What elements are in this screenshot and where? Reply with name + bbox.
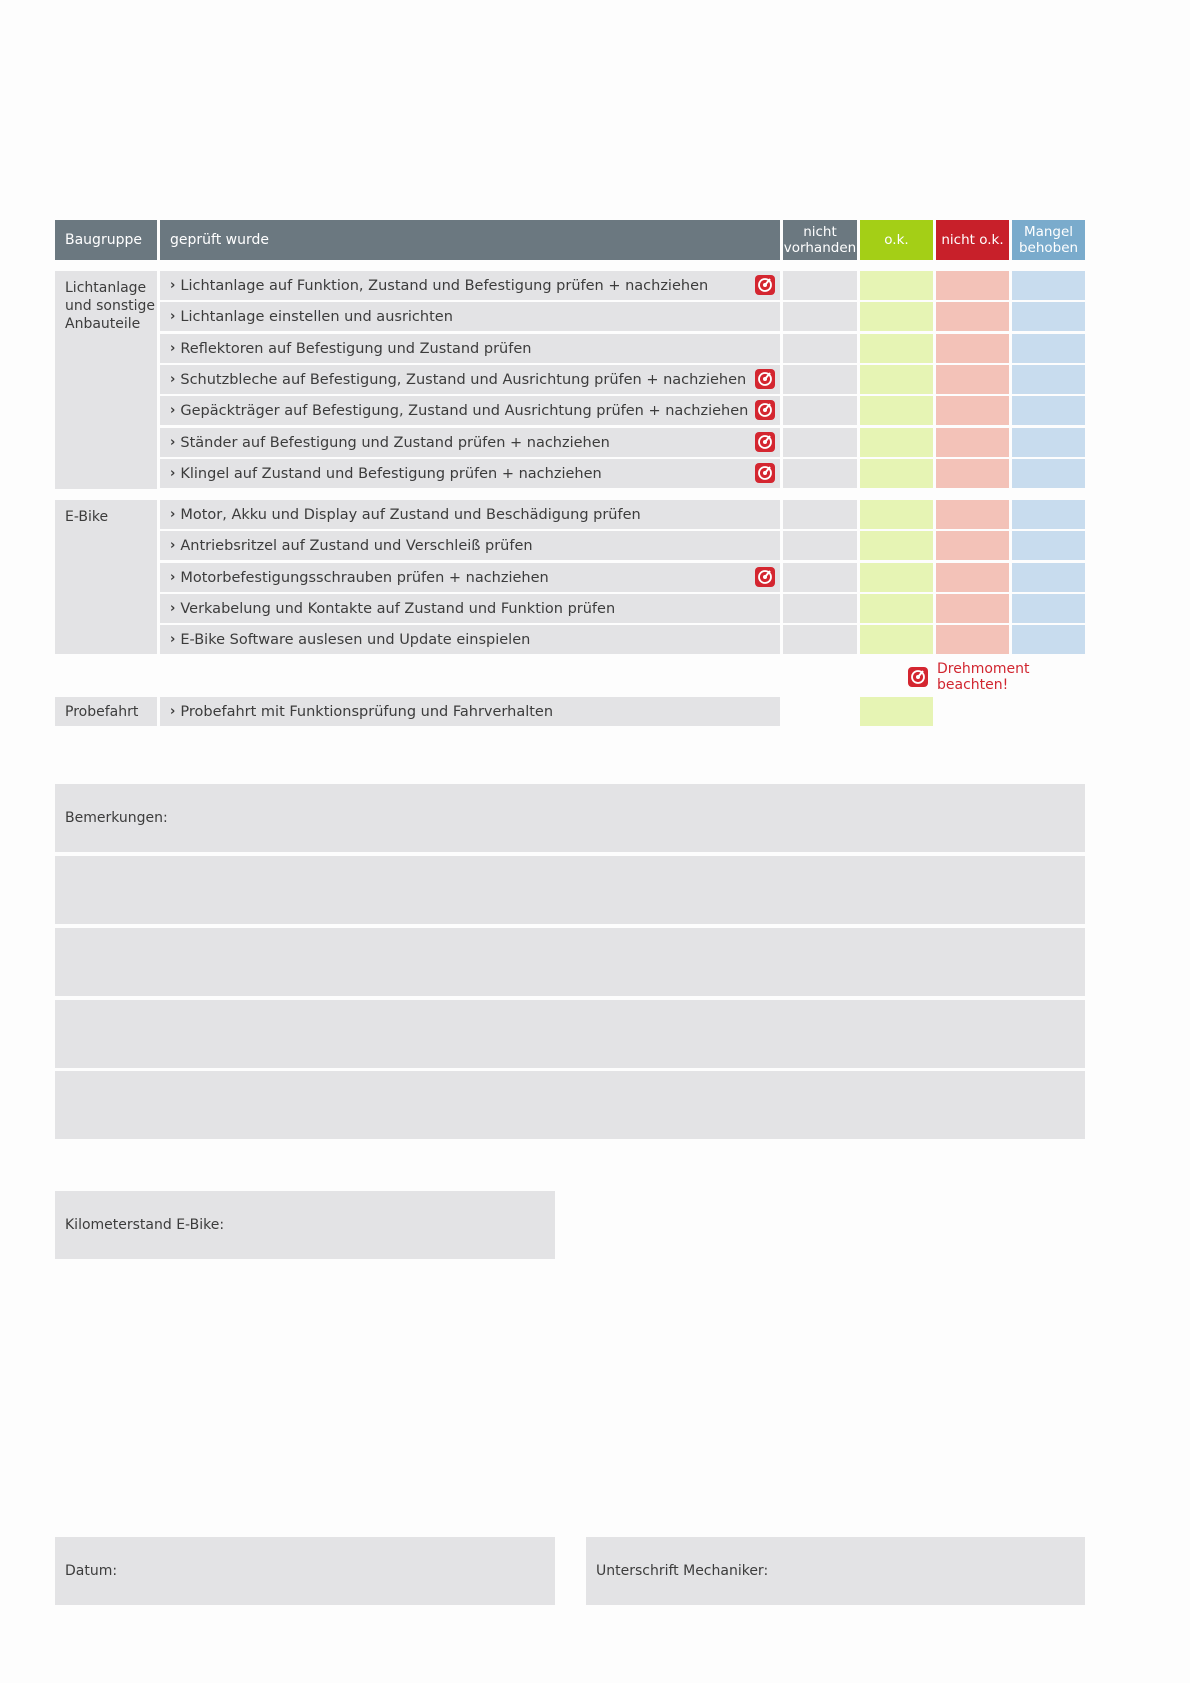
lighting-ok-cell[interactable]: [860, 334, 933, 363]
lighting-fixed-cell[interactable]: [1012, 334, 1085, 363]
chevron-right-icon: ›: [170, 403, 176, 418]
lighting-item: [160, 302, 780, 331]
lighting-fixed-cell[interactable]: [1012, 459, 1085, 488]
lighting-not-ok-cell[interactable]: [936, 396, 1009, 425]
chevron-right-icon: ›: [170, 466, 176, 481]
torque-wrench-icon: [755, 400, 775, 420]
ebike-not-present-cell[interactable]: [783, 531, 857, 560]
item-text: Lichtanlage auf Funktion, Zustand und Befestigung prüfen + nachziehen: [180, 277, 709, 294]
group-ebike-label: E-Bike: [55, 500, 157, 654]
remarks-field[interactable]: Bemerkungen:: [55, 784, 1085, 852]
ebike-item: [160, 594, 780, 623]
ebike-not-ok-cell[interactable]: [936, 500, 1009, 529]
lighting-ok-cell[interactable]: [860, 396, 933, 425]
lighting-ok-cell[interactable]: [860, 428, 933, 457]
lighting-ok-cell[interactable]: [860, 302, 933, 331]
chevron-right-icon: ›: [170, 309, 176, 324]
lighting-item: [160, 334, 780, 363]
ebike-not-present-cell[interactable]: [783, 625, 857, 654]
lighting-not-present-cell[interactable]: [783, 334, 857, 363]
ebike-fixed-cell[interactable]: [1012, 500, 1085, 529]
item-text: E-Bike Software auslesen und Update einspielen: [180, 631, 531, 648]
lighting-item: [160, 396, 780, 425]
lighting-not-present-cell[interactable]: [783, 396, 857, 425]
ebike-item: [160, 500, 780, 529]
lighting-ok-cell[interactable]: [860, 459, 933, 488]
torque-note: Drehmoment beachten!: [908, 664, 1088, 690]
header-checked: geprüft wurde: [160, 220, 780, 260]
chevron-right-icon: ›: [170, 372, 176, 387]
chevron-right-icon: ›: [170, 435, 176, 450]
chevron-right-icon: ›: [170, 704, 176, 719]
ebike-item: [160, 625, 780, 654]
testride-ok-cell[interactable]: [860, 697, 933, 726]
chevron-right-icon: ›: [170, 507, 176, 522]
ebike-fixed-cell[interactable]: [1012, 594, 1085, 623]
lighting-not-ok-cell[interactable]: [936, 302, 1009, 331]
item-text: Gepäckträger auf Befestigung, Zustand und Ausrichtung prüfen + nachziehen: [180, 402, 749, 419]
lighting-fixed-cell[interactable]: [1012, 271, 1085, 300]
header-group: Baugruppe: [55, 220, 157, 260]
item-text: Klingel auf Zustand und Befestigung prüfen + nachziehen: [180, 465, 602, 482]
ebike-not-present-cell[interactable]: [783, 563, 857, 592]
remarks-line-2[interactable]: [55, 856, 1085, 924]
lighting-not-ok-cell[interactable]: [936, 365, 1009, 394]
torque-wrench-icon: [755, 463, 775, 483]
ebike-ok-cell[interactable]: [860, 563, 933, 592]
lighting-fixed-cell[interactable]: [1012, 396, 1085, 425]
ebike-not-ok-cell[interactable]: [936, 625, 1009, 654]
ebike-ok-cell[interactable]: [860, 531, 933, 560]
remarks-line-5[interactable]: [55, 1071, 1085, 1139]
item-text: Reflektoren auf Befestigung und Zustand prüfen: [180, 340, 532, 357]
lighting-item: [160, 365, 780, 394]
item-text: Motorbefestigungsschrauben prüfen + nachziehen: [180, 569, 549, 586]
lighting-fixed-cell[interactable]: [1012, 302, 1085, 331]
item-text: Ständer auf Befestigung und Zustand prüfen + nachziehen: [180, 434, 610, 451]
ebike-not-present-cell[interactable]: [783, 594, 857, 623]
lighting-not-ok-cell[interactable]: [936, 459, 1009, 488]
lighting-not-ok-cell[interactable]: [936, 334, 1009, 363]
lighting-ok-cell[interactable]: [860, 271, 933, 300]
torque-wrench-icon: [755, 369, 775, 389]
ebike-ok-cell[interactable]: [860, 625, 933, 654]
signature-field[interactable]: Unterschrift Mechaniker:: [586, 1537, 1085, 1605]
lighting-not-ok-cell[interactable]: [936, 271, 1009, 300]
ebike-not-ok-cell[interactable]: [936, 563, 1009, 592]
header-ok: o.k.: [860, 220, 933, 260]
ebike-fixed-cell[interactable]: [1012, 625, 1085, 654]
remarks-line-4[interactable]: [55, 1000, 1085, 1068]
chevron-right-icon: ›: [170, 278, 176, 293]
torque-wrench-icon: [755, 432, 775, 452]
lighting-item: [160, 271, 780, 300]
ebike-not-ok-cell[interactable]: [936, 594, 1009, 623]
ebike-not-ok-cell[interactable]: [936, 531, 1009, 560]
ebike-item: [160, 531, 780, 560]
item-text: Antriebsritzel auf Zustand und Verschleiß prüfen: [180, 537, 533, 554]
chevron-right-icon: ›: [170, 570, 176, 585]
item-text: Lichtanlage einstellen und ausrichten: [180, 308, 453, 325]
header-not-ok: nicht o.k.: [936, 220, 1009, 260]
ebike-item: [160, 563, 780, 592]
header-not-present: nicht vorhanden: [783, 220, 857, 260]
torque-wrench-icon: [755, 567, 775, 587]
lighting-not-present-cell[interactable]: [783, 459, 857, 488]
lighting-item: [160, 459, 780, 488]
chevron-right-icon: ›: [170, 341, 176, 356]
torque-wrench-icon: [755, 275, 775, 295]
lighting-not-present-cell[interactable]: [783, 428, 857, 457]
item-text: Verkabelung und Kontakte auf Zustand und Funktion prüfen: [180, 600, 616, 617]
ebike-fixed-cell[interactable]: [1012, 531, 1085, 560]
item-text: Schutzbleche auf Befestigung, Zustand und Ausrichtung prüfen + nachziehen: [180, 371, 747, 388]
header-fixed: Mangel behoben: [1012, 220, 1085, 260]
ebike-ok-cell[interactable]: [860, 594, 933, 623]
testride-item: › Probefahrt mit Funktionsprüfung und Fahrverhalten: [160, 697, 780, 726]
lighting-not-present-cell[interactable]: [783, 271, 857, 300]
lighting-not-present-cell[interactable]: [783, 302, 857, 331]
lighting-fixed-cell[interactable]: [1012, 365, 1085, 394]
lighting-ok-cell[interactable]: [860, 365, 933, 394]
chevron-right-icon: ›: [170, 632, 176, 647]
lighting-fixed-cell[interactable]: [1012, 428, 1085, 457]
group-testride-label: Probefahrt: [55, 697, 157, 726]
group-lighting-label: Lichtanlage und sonstige Anbauteile: [55, 271, 157, 489]
lighting-not-ok-cell[interactable]: [936, 428, 1009, 457]
mileage-field[interactable]: Kilometerstand E-Bike:: [55, 1191, 555, 1259]
lighting-item: [160, 428, 780, 457]
remarks-line-3[interactable]: [55, 928, 1085, 996]
ebike-fixed-cell[interactable]: [1012, 563, 1085, 592]
date-field[interactable]: Datum:: [55, 1537, 555, 1605]
chevron-right-icon: ›: [170, 538, 176, 553]
lighting-not-present-cell[interactable]: [783, 365, 857, 394]
ebike-not-present-cell[interactable]: [783, 500, 857, 529]
item-text: Motor, Akku und Display auf Zustand und Beschädigung prüfen: [180, 506, 641, 523]
ebike-ok-cell[interactable]: [860, 500, 933, 529]
torque-wrench-icon: [908, 667, 928, 687]
chevron-right-icon: ›: [170, 601, 176, 616]
